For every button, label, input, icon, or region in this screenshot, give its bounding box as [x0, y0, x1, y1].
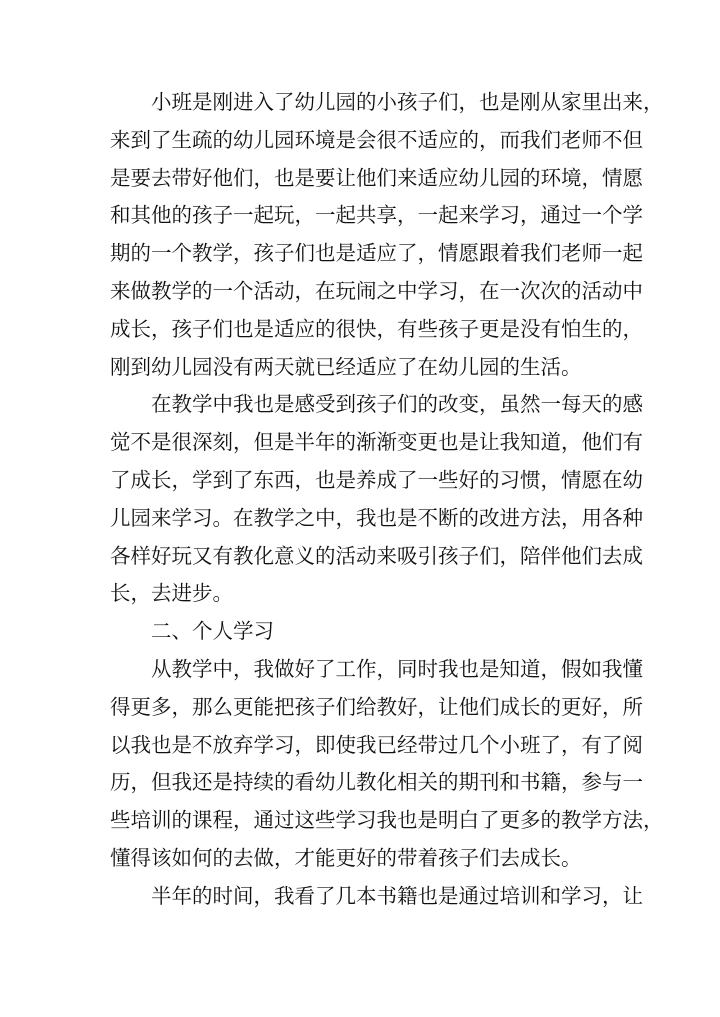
text-line: 成长，孩子们也是适应的很快，有些孩子更是没有怕生的， — [110, 316, 643, 341]
text-line: 觉不是很深刻，但是半年的渐渐变更也是让我知道，他们有 — [110, 430, 643, 455]
text-line: 刚到幼儿园没有两天就已经适应了在幼儿园的生活。 — [110, 354, 582, 379]
section-heading-personal-study — [110, 613, 612, 651]
text-line: 和其他的孩子一起玩，一起共享，一起来学习，通过一个学 — [110, 203, 643, 228]
text-line: 各样好玩又有教化意义的活动来吸引孩子们，陪伴他们去成 — [110, 543, 643, 568]
text-line: 历，但我还是持续的看幼儿教化相关的期刊和书籍，参与一 — [110, 770, 643, 795]
paragraph-learning — [110, 651, 664, 878]
paragraph-teaching-changes — [110, 386, 643, 613]
paragraph-half-year — [110, 878, 643, 916]
text-line: 些培训的课程，通过这些学习我也是明白了更多的教学方法， — [110, 808, 664, 833]
text-line: 以我也是不放弃学习，即使我已经带过几个小班了，有了阅 — [110, 732, 643, 757]
text-line: 半年的时间，我看了几本书籍也是通过培训和学习，让 — [151, 883, 643, 908]
text-line: 期的一个教学，孩子们也是适应了，情愿跟着我们老师一起 — [110, 241, 643, 266]
text-line: 来到了生疏的幼儿园环境是会很不适应的，而我们老师不但 — [110, 127, 643, 152]
text-line: 在教学中我也是感受到孩子们的改变，虽然一每天的感 — [151, 392, 643, 417]
text-line: 来做教学的一个活动，在玩闹之中学习，在一次次的活动中 — [110, 278, 643, 303]
document-body — [110, 84, 664, 916]
text-line: 小班是刚进入了幼儿园的小孩子们，也是刚从家里出来， — [151, 90, 664, 114]
paragraph-adapting — [110, 84, 664, 386]
text-line: 是要去带好他们，也是要让他们来适应幼儿园的环境，情愿 — [110, 165, 643, 190]
text-line: 从教学中，我做好了工作，同时我也是知道，假如我懂 — [151, 656, 643, 681]
section-heading: 二、个人学习 — [151, 619, 274, 644]
text-line: 儿园来学习。在教学之中，我也是不断的改进方法，用各种 — [110, 505, 643, 530]
text-line: 了成长，学到了东西，也是养成了一些好的习惯，情愿在幼 — [110, 467, 643, 492]
text-line: 懂得该如何的去做，才能更好的带着孩子们去成长。 — [110, 845, 582, 870]
text-line: 得更多，那么更能把孩子们给教好，让他们成长的更好，所 — [110, 694, 643, 719]
text-line: 长，去进步。 — [110, 581, 233, 606]
